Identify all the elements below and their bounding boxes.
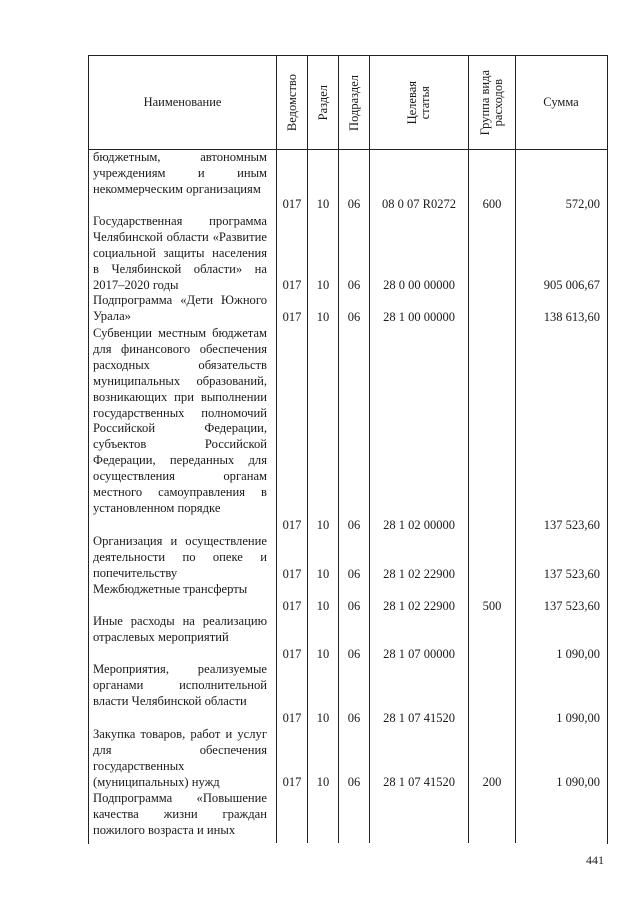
page-number: 441 [586, 853, 604, 867]
row-sum: 1 090,00 [556, 711, 600, 725]
row-name: Межбюджетные трансферты [93, 582, 248, 596]
row-group: 500 [482, 599, 502, 613]
row-podrazdel: 06 [347, 775, 361, 789]
row-vedomstvo: 017 [282, 567, 302, 581]
row-razdel: 10 [316, 310, 330, 324]
row-sum: 572,00 [565, 197, 600, 211]
row-sum: 905 006,67 [543, 278, 600, 292]
row-name: Организация и осуществление деятельности по опеке и попечительству [93, 534, 267, 580]
header-expense-group: Группа вида расходов [478, 69, 505, 136]
row-target: 28 0 00 00000 [383, 278, 455, 292]
row-podrazdel: 06 [347, 647, 361, 661]
row-target: 28 1 07 41520 [383, 775, 455, 789]
row-name: Государственная программа Челябинской области «Развитие социальной защиты населения в Челябинской области» на 2017–2020 годы [93, 214, 267, 292]
header-sum: Сумма [543, 95, 579, 109]
row-vedomstvo: 017 [282, 518, 302, 532]
row-vedomstvo: 017 [282, 599, 302, 613]
row-vedomstvo: 017 [282, 647, 302, 661]
row-podrazdel: 06 [347, 711, 361, 725]
header-target-article: Целевая статья [405, 80, 432, 125]
row-sum: 137 523,60 [543, 599, 600, 613]
row-razdel: 10 [316, 197, 330, 211]
row-podrazdel: 06 [347, 518, 361, 532]
header-podrazdel: Подраздел [346, 74, 361, 131]
row-group: 600 [482, 197, 502, 211]
row-vedomstvo: 017 [282, 278, 302, 292]
row-razdel: 10 [316, 647, 330, 661]
row-razdel: 10 [316, 278, 330, 292]
row-target: 28 1 00 00000 [383, 310, 455, 324]
row-razdel: 10 [316, 711, 330, 725]
row-sum: 138 613,60 [543, 310, 600, 324]
row-podrazdel: 06 [347, 567, 361, 581]
header-razdel: Раздел [315, 84, 330, 121]
row-name: бюджетным, автономным учреждениям и иным некоммерческим организациям [93, 150, 267, 196]
header-name: Наименование [143, 95, 222, 109]
row-target: 28 1 02 00000 [383, 518, 455, 532]
row-target: 08 0 07 R0272 [382, 197, 456, 211]
row-sum: 137 523,60 [543, 567, 600, 581]
row-vedomstvo: 017 [282, 197, 302, 211]
row-name: Мероприятия, реализуемые органами исполнительной власти Челябинской области [93, 662, 267, 708]
row-vedomstvo: 017 [282, 711, 302, 725]
row-name: Субвенции местным бюджетам для финансового обеспечения расходных обязательств муниципальных образований, возникающих при выполнении государственных полномочий Российской Федерации, субъектов Российской Федерации, переданных для осуществления органам местного самоуправления в установленном порядке [93, 326, 267, 515]
row-razdel: 10 [316, 518, 330, 532]
row-vedomstvo: 017 [282, 775, 302, 789]
row-target: 28 1 07 41520 [383, 711, 455, 725]
row-vedomstvo: 017 [282, 310, 302, 324]
row-name: Закупка товаров, работ и услуг для обеспечения государственных (муниципальных) нужд [93, 727, 267, 789]
row-podrazdel: 06 [347, 278, 361, 292]
row-sum: 1 090,00 [556, 647, 600, 661]
column-divider [468, 55, 469, 843]
row-name: Подпрограмма «Повышение качества жизни граждан пожилого возраста и иных [93, 791, 267, 837]
row-podrazdel: 06 [347, 197, 361, 211]
header-vedomstvo: Ведомство [284, 73, 299, 132]
row-group: 200 [482, 775, 502, 789]
row-target: 28 1 02 22900 [383, 567, 455, 581]
row-target: 28 1 02 22900 [383, 599, 455, 613]
row-target: 28 1 07 00000 [383, 647, 455, 661]
row-name: Иные расходы на реализацию отраслевых мероприятий [93, 614, 267, 644]
row-razdel: 10 [316, 567, 330, 581]
row-razdel: 10 [316, 599, 330, 613]
row-name: Подпрограмма «Дети Южного Урала» [93, 293, 267, 323]
row-podrazdel: 06 [347, 599, 361, 613]
row-podrazdel: 06 [347, 310, 361, 324]
row-sum: 137 523,60 [543, 518, 600, 532]
row-razdel: 10 [316, 775, 330, 789]
row-sum: 1 090,00 [556, 775, 600, 789]
